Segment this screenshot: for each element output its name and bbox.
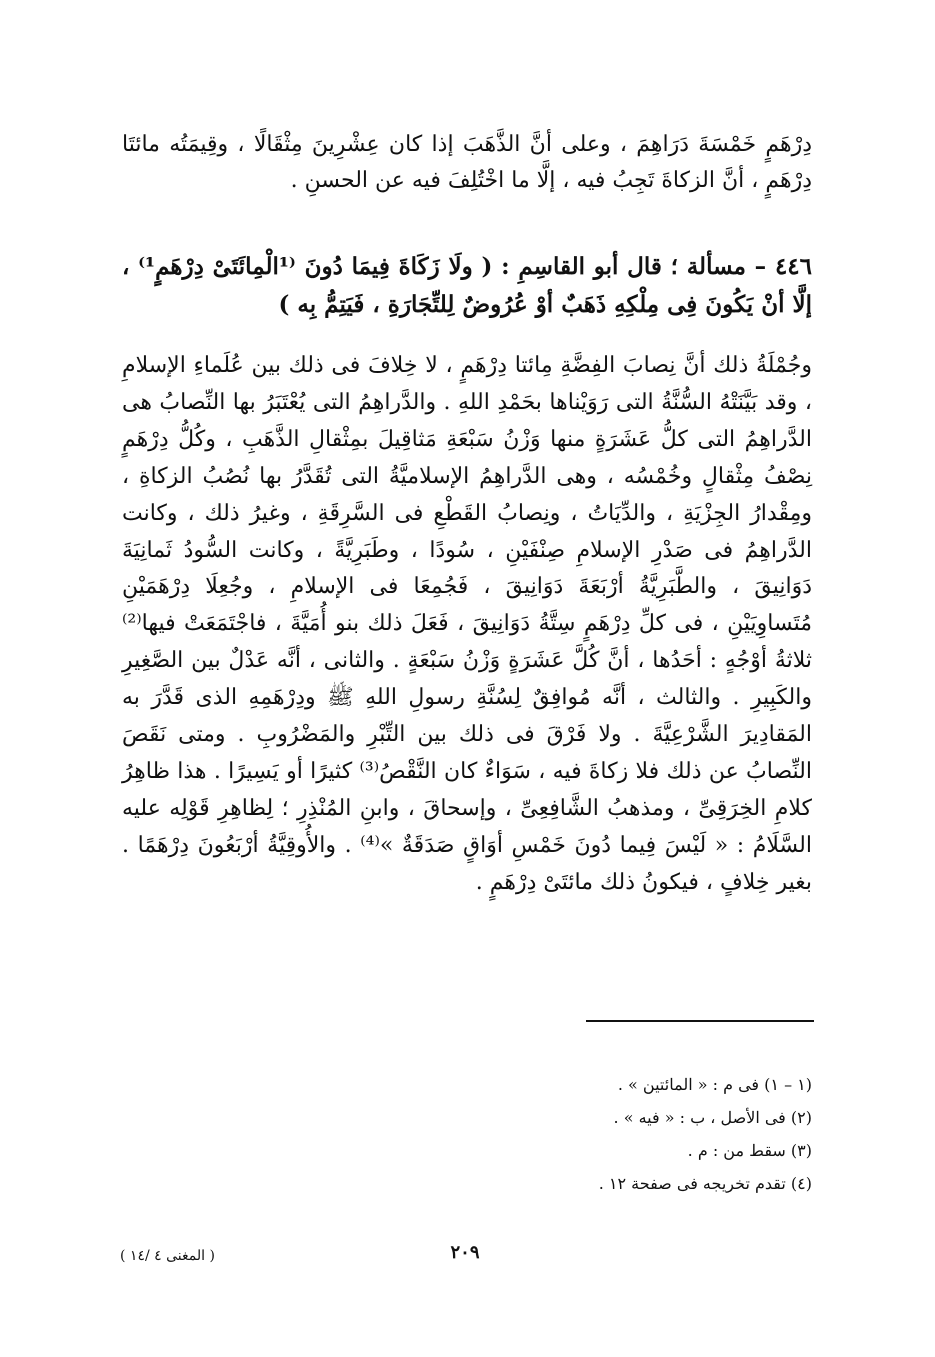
- paragraph-commentary: [122, 348, 812, 902]
- masala-quote: ( ولَا زَكَاةَ فِيمَا دُونَ ⁽¹الْمِائَتَىْ دِرْهَمٍ¹⁾ ، إلَّا أنْ يَكُونَ فِى مِلْكِهِ ذَهَبٌ أوْ عُرُوضٌ لِلتِّجَارَةِ ، فَيَتِمُّ بِه ): [122, 253, 812, 318]
- commentary-text: وجُمْلَةُ ذلك أنَّ نِصابَ الفِضَّةِ مِائتا دِرْهَمٍ ، لا خِلافَ فى ذلك بين عُلَماءِ الإسلامِ ، وقد بَيَّنَتْهُ السُّنَّةُ التى رَوَيْناها بحَمْدِ اللهِ . والدَّراهِمُ التى يُعْتَبَرُ بها النِّصابُ هى الدَّراهِمُ التى كلُّ عَشَرَةٍ منها وَزْنُ سَبْعَةِ مَثاقِيلَ بمِثْقالِ الذَّهَبِ ، وكُلُّ دِرْهَمٍ نِصْفُ مِثْقالٍ وخُمْسُه ، وهى الدَّراهِمُ الإسلاميَّةُ التى تُقَدَّرُ بها نُصُبُ الزكاةِ ، ومِقْدارُ الجِزْيَةِ ، والدِّيَاتُ ، ونِصابُ القَطْعِ فى السَّرِقَةِ ، وغيرُ ذلك ، وكانت الدَّراهِمُ فى صَدْرِ الإسلامِ صِنْفَيْنِ ، سُودًا ، وطَبَرِيَّةً ، وكانت السُّودُ ثَمانِيَةَ دَوَانِيقَ ، والطَّبَرِيَّةُ أرْبَعَةَ دَوَانِيقَ ، فَجُمِعَا فى الإسلامِ ، وجُعِلَا دِرْهَمَيْنِ مُتَساوِيَيْنِ ، فى كلِّ دِرْهَمٍ سِتَّةُ دَوَانِيقَ ، فَعَلَ ذلك بنو أُمَيَّةَ ، فاجْتَمَعَتْ فيها⁽²⁾ ثلاثةُ أوْجُهٍ : أحَدُها ، أنَّ كُلَّ عَشَرَةٍ وَزْنُ سَبْعَةٍ . والثانى ، أنَّه عَدْلٌ بين الصَّغِيرِ والكَبِيرِ . والثالث ، أنَّه مُوافِقٌ لِسُنَّةِ رسولِ اللهِ ﷺ ودِرْهَمِهِ الذى قَدَّرَ به المَقادِيرَ الشَّرْعِيَّةَ . ولا فَرْقَ فى ذلك بين التِّبْرِ والمَضْرُوبِ . ومتى نَقَصَ النِّصابُ عن ذلك فلا زكاةَ فيه ، سَوَاءٌ كان النَّقْصُ⁽³⁾ كثيرًا أو يَسِيرًا . هذا ظاهِرُ كلامِ الخِرَقِىِّ ، ومذهبُ الشَّافِعِىِّ ، وإسحاقَ ، وابنِ المُنْذِرِ ؛ لِظاهِرِ قَوْلِه عليه السَّلَامُ : « لَيْسَ فِيما دُونَ خَمْسِ أوَاقٍ صَدَقَةٌ »⁽⁴⁾ . والأُوقِيَّةُ أرْبَعُونَ دِرْهَمًا . بغير خِلافٍ ، فيكونُ ذلك مائتَىْ دِرْهَمٍ .: [122, 353, 813, 895]
- paragraph-1-text: دِرْهَمٍ خَمْسَةَ دَرَاهِمَ ، وعلى أنَّ الذَّهَبَ إذا كان عِشْرِينَ مِثْقَالًا ، وقِيمَتُه مائتَا دِرْهَمٍ ، أنَّ الزكاةَ تَجِبُ فيه ، إلَّا ما اخْتُلِفَ فيه عن الحسنِ .: [122, 132, 812, 193]
- footnote-2: (٢) فى الأصل ، ب : « فيه » .: [613, 1108, 812, 1127]
- masala-prefix: ٤٤٦ – مسألة ؛ قال أبو القاسِمِ :: [492, 253, 812, 280]
- running-reference: ( المغنى ٤ /١٤ ): [120, 1248, 215, 1264]
- footnote-1: (١ – ١) فى م : « المائتين » .: [617, 1075, 812, 1094]
- footnote-3: (٣) سقط من : م .: [687, 1141, 812, 1160]
- masala-heading: [122, 248, 812, 324]
- footnotes: [400, 1068, 812, 1200]
- paragraph-continuation: [122, 127, 812, 198]
- paragraph-masala-446: [122, 248, 812, 324]
- footnote-4: (٤) تقدم تخريجه فى صفحة ١٢ .: [598, 1174, 812, 1193]
- footnote-separator: [586, 1020, 814, 1022]
- page-number: ٢٠٩: [450, 1242, 480, 1263]
